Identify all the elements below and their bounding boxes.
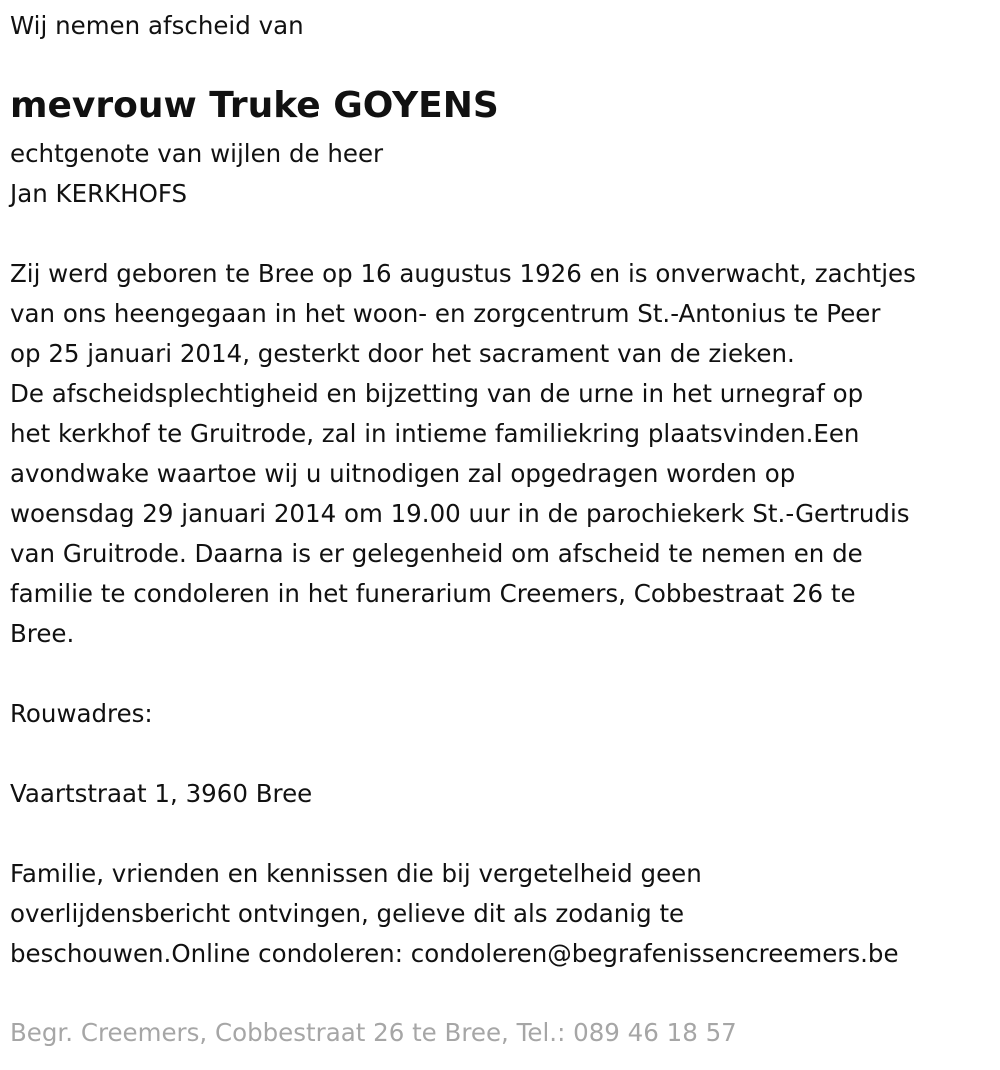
closing-block — [10, 854, 899, 974]
spouse-block — [10, 134, 383, 214]
spouse-line: echtgenote van wijlen de heer — [10, 139, 384, 168]
funeral-home-footer: Begr. Creemers, Cobbestraat 26 te Bree, Tel.: 089 46 18 57 — [10, 1018, 737, 1047]
body-line: De afscheidsplechtigheid en bijzetting van de urne in het urnegraf op — [10, 379, 864, 408]
body-line: van Gruitrode. Daarna is er gelegenheid om afscheid te nemen en de — [10, 539, 863, 568]
intro-text: Wij nemen afscheid van — [10, 11, 304, 40]
body-line: Zij werd geboren te Bree op 16 augustus 1926 en is onverwacht, zachtjes — [10, 259, 916, 288]
body-line: familie te condoleren in het funerarium Creemers, Cobbestraat 26 te — [10, 579, 856, 608]
body-line: op 25 januari 2014, gesterkt door het sacrament van de zieken. — [10, 339, 795, 368]
notice-body — [10, 254, 916, 654]
condolence-email[interactable]: condoleren@begrafenissencreemers.be — [410, 939, 899, 968]
body-line: van ons heengegaan in het woon- en zorgcentrum St.-Antonius te Peer — [10, 299, 881, 328]
body-line: woensdag 29 januari 2014 om 19.00 uur in de parochiekerk St.-Gertrudis — [10, 499, 910, 528]
spouse-name: Jan KERKHOFS — [10, 179, 188, 208]
closing-line: Familie, vrienden en kennissen die bij vergetelheid geen — [10, 859, 702, 888]
closing-line-last — [10, 934, 899, 974]
closing-line: overlijdensbericht ontvingen, gelieve dit als zodanig te — [10, 899, 685, 928]
body-line: avondwake waartoe wij u uitnodigen zal opgedragen worden op — [10, 459, 796, 488]
deceased-name: mevrouw Truke GOYENS — [10, 85, 499, 126]
mourning-address-label: Rouwadres: — [10, 699, 153, 728]
body-line: het kerkhof te Gruitrode, zal in intieme familiekring plaatsvinden.Een — [10, 419, 860, 448]
mourning-address: Vaartstraat 1, 3960 Bree — [10, 779, 313, 808]
body-line: Bree. — [10, 619, 75, 648]
closing-prefix: beschouwen.Online condoleren: — [10, 939, 411, 968]
